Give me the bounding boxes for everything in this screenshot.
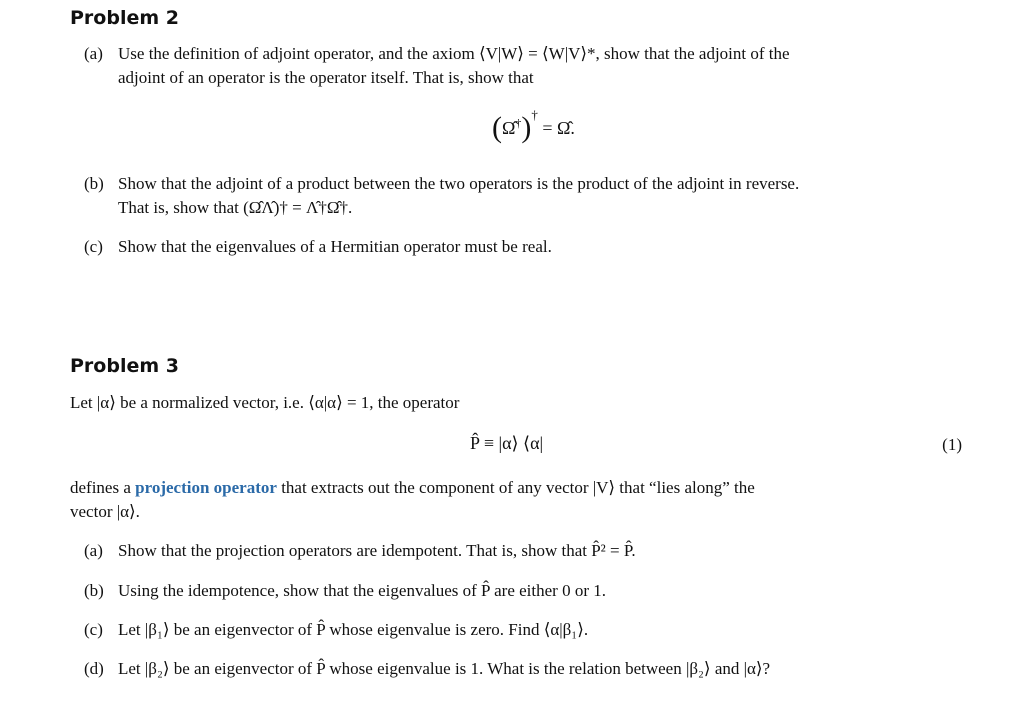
problem-3a-label: (a) bbox=[84, 541, 103, 560]
definition-prefix: defines a bbox=[70, 478, 136, 497]
problem-2-heading: Problem 2 bbox=[70, 7, 179, 29]
projection-operator-term: projection operator bbox=[135, 478, 277, 497]
problem-2c bbox=[84, 235, 984, 259]
problem-3d-text: Let |β₂⟩ be an eigenvector of P̂ whose eigenvalue is 1. What is the relation between |β₂⟩ and |α⟩? bbox=[118, 659, 771, 678]
problem-3a-text: Show that the projection operators are idempotent. That is, show that P̂² = P̂. bbox=[118, 541, 636, 560]
problem-2a-label: (a) bbox=[84, 44, 103, 63]
problem-3b-label: (b) bbox=[84, 581, 104, 600]
problem-3b bbox=[84, 579, 984, 603]
problem-2a bbox=[84, 42, 984, 90]
problem-3-equation: P̂ ≡ |α⟩ ⟨α| bbox=[470, 433, 544, 453]
problem-2b bbox=[84, 172, 984, 220]
definition-suffix: that extracts out the component of any vector |V⟩ that “lies along” the bbox=[276, 478, 755, 497]
problem-3b-text: Using the idempotence, show that the eigenvalues of P̂ are either 0 or 1. bbox=[118, 581, 606, 600]
problem-3c-label: (c) bbox=[84, 620, 103, 639]
problem-2b-line1: Show that the adjoint of a product between the two operators is the product of the adjoint in reverse. bbox=[118, 174, 800, 193]
problem-2b-label: (b) bbox=[84, 174, 104, 193]
problem-3d bbox=[84, 657, 984, 681]
problem-2a-equation-rhs: = Ω̂. bbox=[542, 118, 575, 138]
problem-3c-text: Let |β₁⟩ be an eigenvector of P̂ whose eigenvalue is zero. Find ⟨α|β₁⟩. bbox=[118, 620, 589, 639]
problem-2b-line2: That is, show that (Ω̂Λ̂)† = Λ̂†Ω̂†. bbox=[118, 198, 353, 217]
problem-3-intro: Let |α⟩ be a normalized vector, i.e. ⟨α|α⟩ = 1, the operator bbox=[70, 393, 460, 412]
problem-2a-line2: adjoint of an operator is the operator itself. That is, show that bbox=[118, 68, 534, 87]
definition-line2: vector |α⟩. bbox=[70, 502, 140, 521]
problem-3-heading: Problem 3 bbox=[70, 355, 179, 377]
problem-3-equation-number: (1) bbox=[942, 435, 962, 454]
problem-3c bbox=[84, 618, 984, 642]
problem-2c-label: (c) bbox=[84, 237, 103, 256]
problem-2a-equation: (Ω̂†)† = Ω̂. bbox=[492, 107, 575, 144]
problem-3a bbox=[84, 539, 984, 563]
problem-3d-label: (d) bbox=[84, 659, 104, 678]
problem-2a-line1: Use the definition of adjoint operator, and the axiom ⟨V|W⟩ = ⟨W|V⟩*, show that the adjoint of the bbox=[118, 44, 790, 63]
problem-2c-line1: Show that the eigenvalues of a Hermitian operator must be real. bbox=[118, 237, 552, 256]
problem-3-definition bbox=[70, 476, 962, 524]
